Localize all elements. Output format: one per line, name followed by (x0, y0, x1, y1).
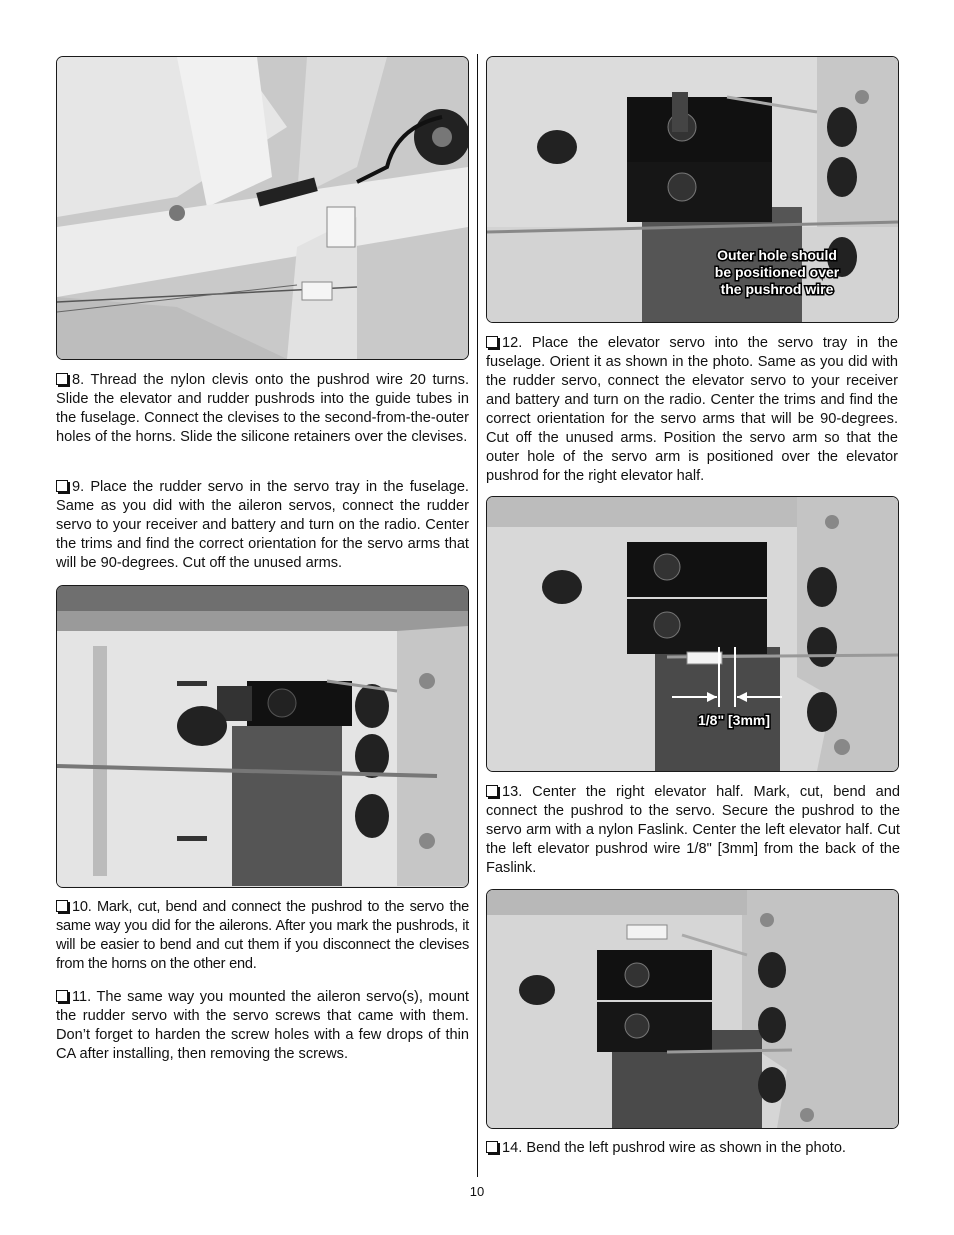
checkbox-icon[interactable] (486, 1141, 498, 1153)
callout-line-2: be positioned over (714, 264, 840, 280)
step-9-text: 9. Place the rudder servo in the servo tray in the fuselage. Same as you did with the aileron servos, connect the rudder servo to your receiver and battery and turn on the radio. Center the trims and find the correct orientation for the servo arms that will be 90-degrees. Cut off the unused arms. (56, 479, 469, 571)
step-12-text: 12. Place the elevator servo into the servo tray in the fuselage. Orient it as shown in the photo. Same as you did with the rudder servo, connect the elevator servo to your receiver and battery and turn on the radio. Center the trims and find the correct orientation for the servo arms that will be 90-degrees. Cut off the unused arms. Position the servo arm so that the outer hole of the servo arm is positioned over the elevator pushrod for the right elevator half. (486, 335, 898, 484)
callout-line-1: Outer hole should (717, 247, 837, 263)
checkbox-icon[interactable] (486, 336, 498, 348)
checkbox-icon[interactable] (56, 480, 68, 492)
checkbox-icon[interactable] (56, 990, 68, 1002)
step-8-text: 8. Thread the nylon clevis onto the pushrod wire 20 turns. Slide the elevator and rudder pushrods into the guide tubes in the fuselage. Connect the clevises to the second-from-the-outer holes of the horns. Slide the silicone retainers over the clevises. (56, 372, 469, 445)
faslink-measure-photo (486, 496, 899, 772)
bent-pushrod-photo (486, 889, 899, 1129)
checkbox-icon[interactable] (56, 373, 68, 385)
elevator-servo-photo (486, 56, 899, 323)
measurement-callout: 1/8" [3mm] (698, 712, 770, 728)
callout-line-3: the pushrod wire (720, 281, 834, 297)
step-14-text: 14. Bend the left pushrod wire as shown in the photo. (486, 1139, 898, 1158)
tail-clevis-photo (56, 56, 469, 360)
checkbox-icon[interactable] (56, 900, 68, 912)
checkbox-icon[interactable] (486, 785, 498, 797)
step-10-text: 10. Mark, cut, bend and connect the pushrod to the servo the same way you did for the ailerons. After you mark the pushrods, it will be easier to bend and cut them if you disconnect the clevises from the horns on the other end. (56, 899, 469, 972)
column-divider (477, 54, 478, 1177)
step-11-text: 11. The same way you mounted the aileron servo(s), mount the rudder servo with the servo screws that came with them. Don’t forget to harden the screw holes with a few drops of thin CA after installing, then removing the screws. (56, 989, 469, 1062)
step-13-text: 13. Center the right elevator half. Mark, cut, bend and connect the pushrod to the servo. Secure the pushrod to the servo arm with a nylon Faslink. Center the left elevator half. Cut the left elevator pushrod wire 1/8" [3mm] from the back of the Faslink. (486, 784, 900, 876)
page-number: 10 (469, 1184, 485, 1199)
rudder-servo-photo (56, 585, 469, 888)
